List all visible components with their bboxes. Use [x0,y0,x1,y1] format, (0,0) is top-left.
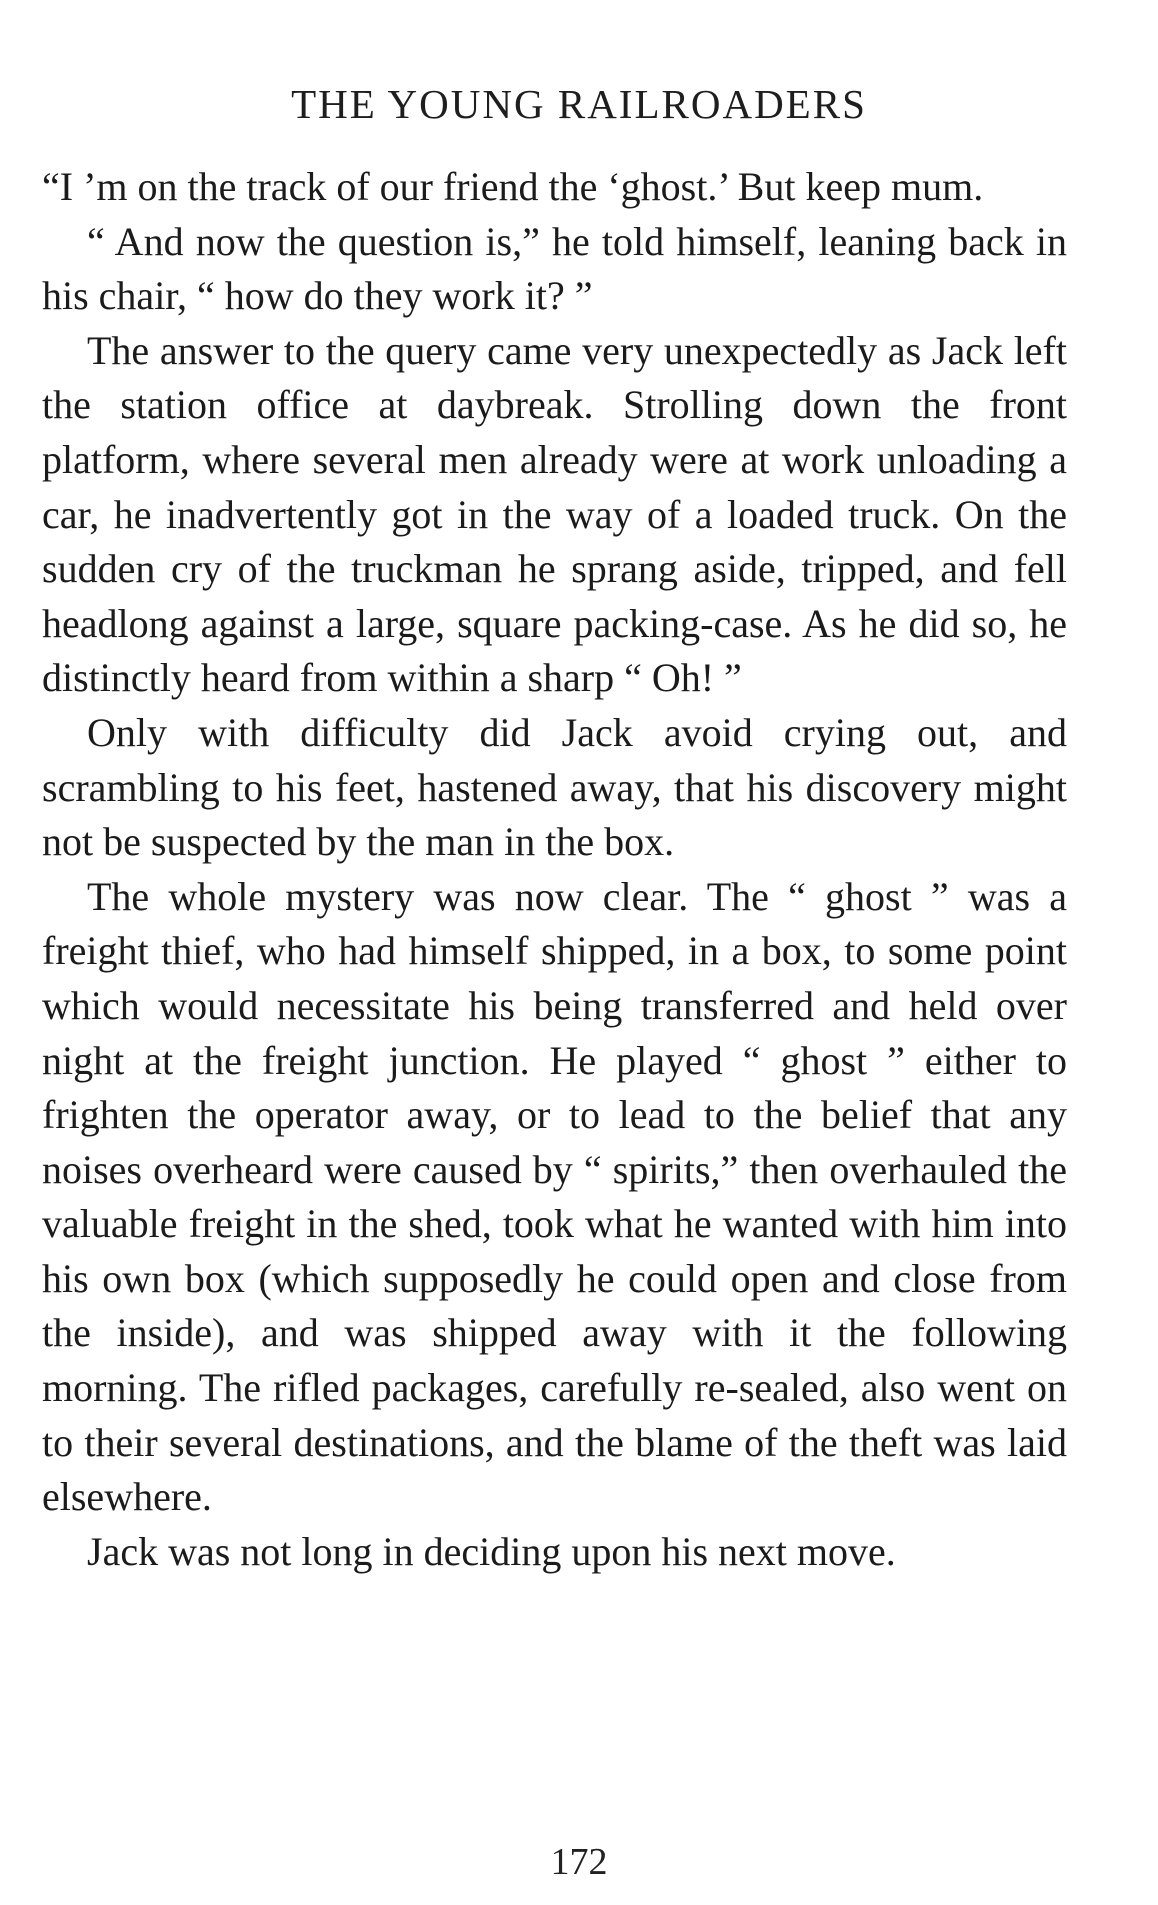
paragraph-1: “I ’m on the track of our friend the ‘ghost.’ But keep mum. [42,164,984,209]
paragraph-2: “ And now the question is,” he told himself, leaning back in his chair, “ how do they work it? ” [42,218,1067,319]
paragraph-3: The answer to the query came very unexpectedly as Jack left the station office at daybreak. Strolling down the front platform, where several men already were at work unloading a car, he inadvertently got in the way of a loaded truck. On the sudden cry of the truckman he sprang aside, tripped, and fell headlong against a large, square packing-case. As he did so, he distinctly heard from within a sharp “ Oh! ” [42,327,1067,701]
paragraph-4: Only with difficulty did Jack avoid crying out, and scrambling to his feet, hastened away, that his discovery might not be suspected by the man in the box. [42,709,1067,865]
paragraph-5: The whole mystery was now clear. The “ ghost ” was a freight thief, who had himself shipped, in a box, to some point which would necessitate his being transferred and held over night at the freight junction. He played “ ghost ” either to frighten the operator away, or to lead to the belief that any noises overheard were caused by “ spirits,” then overhauled the valuable freight in the shed, took what he wanted with him into his own box (which supposedly he could open and close from the inside), and was shipped away with it the following morning. The rifled packages, carefully re-sealed, also went on to their several destinations, and the blame of the theft was laid elsewhere. [42,873,1067,1520]
running-head: THE YOUNG RAILROADERS [291,81,867,127]
paragraph-6: Jack was not long in deciding upon his next move. [87,1528,896,1574]
page-number: 172 [550,1841,608,1883]
body-text [42,160,1067,1579]
